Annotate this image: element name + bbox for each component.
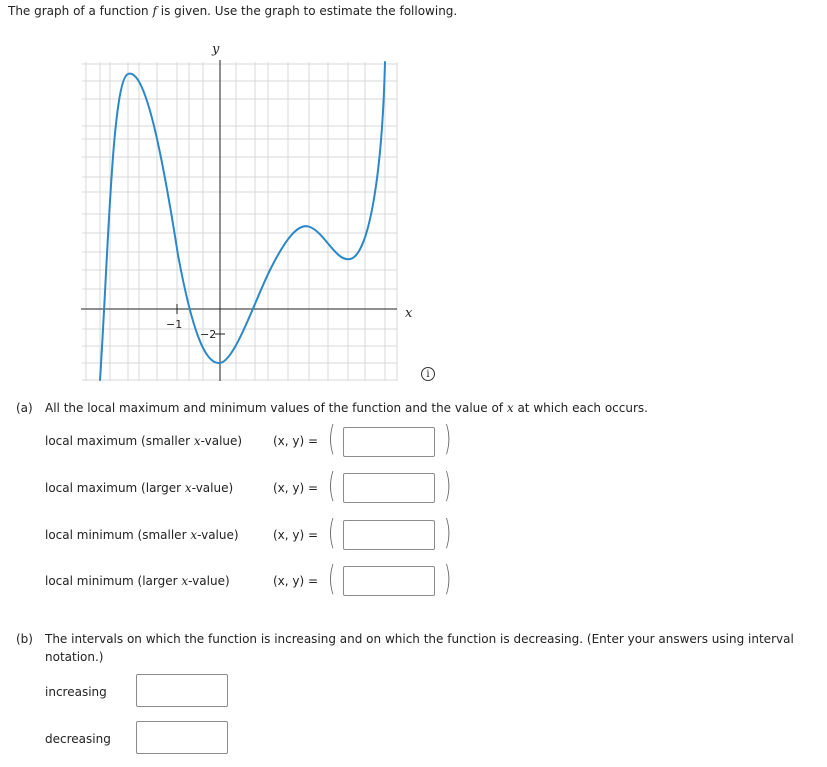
- label-text-end: -value): [191, 481, 234, 495]
- open-paren: (: [327, 419, 336, 459]
- part-a-label: (a): [16, 401, 33, 415]
- local-min-smaller-label: [45, 528, 239, 542]
- x-axis-label: x: [405, 306, 413, 321]
- label-text: local minimum (larger: [45, 574, 182, 588]
- label-text: local maximum (smaller: [45, 434, 194, 448]
- part-a-question-x: x: [506, 401, 514, 415]
- open-paren: (: [327, 559, 336, 599]
- increasing-label: increasing: [45, 685, 107, 699]
- open-paren: (: [327, 513, 336, 553]
- label-text: local maximum (larger: [45, 481, 185, 495]
- close-paren: ): [443, 513, 452, 553]
- open-paren: (: [327, 466, 336, 506]
- increasing-input[interactable]: [136, 674, 228, 707]
- local-min-larger-input[interactable]: [343, 566, 435, 596]
- part-a-question-end: at which each occurs.: [513, 401, 648, 415]
- label-x: x: [193, 434, 201, 448]
- close-paren: ): [443, 419, 452, 459]
- label-text-end: -value): [188, 574, 230, 588]
- prompt-function-name: f: [152, 4, 157, 18]
- x-tick-label: −1: [166, 318, 183, 331]
- xy-label: (x, y) =: [273, 481, 319, 495]
- local-max-smaller-input[interactable]: [343, 427, 435, 457]
- close-paren: ): [443, 559, 452, 599]
- label-text-end: -value): [200, 434, 243, 448]
- part-b-question-line1: The intervals on which the function is increasing and on which the function is decreasing. (Enter your answers using interval: [45, 632, 794, 646]
- y-tick-label: −2: [200, 328, 217, 341]
- prompt-text-start: The graph of a function: [8, 4, 153, 18]
- local-max-larger-input[interactable]: [343, 473, 435, 503]
- part-a-question: [45, 401, 648, 415]
- local-min-smaller-input[interactable]: [343, 520, 435, 550]
- part-b-question-line2: notation.): [45, 650, 104, 664]
- xy-label: (x, y) =: [273, 574, 319, 588]
- decreasing-input[interactable]: [136, 721, 228, 754]
- label-x: x: [184, 481, 192, 495]
- xy-label: (x, y) =: [273, 434, 319, 448]
- problem-prompt: [8, 4, 457, 18]
- close-paren: ): [443, 466, 452, 506]
- label-text-end: -value): [197, 528, 239, 542]
- part-b-label: (b): [16, 632, 33, 646]
- label-x: x: [181, 574, 189, 588]
- xy-label: (x, y) =: [273, 528, 319, 542]
- decreasing-label: decreasing: [45, 732, 111, 746]
- label-x: x: [190, 528, 198, 542]
- info-icon[interactable]: i: [421, 367, 435, 381]
- part-a-question-start: All the local maximum and minimum values of the function and the value of: [45, 401, 507, 415]
- label-text: local minimum (smaller: [45, 528, 191, 542]
- function-graph: [80, 40, 420, 385]
- local-min-larger-label: [45, 574, 230, 588]
- local-max-larger-label: [45, 481, 233, 495]
- prompt-text-end: is given. Use the graph to estimate the following.: [156, 4, 458, 18]
- local-max-smaller-label: [45, 434, 242, 448]
- y-axis-label: y: [212, 42, 220, 57]
- function-curve: [100, 62, 385, 380]
- graph-grid: [82, 62, 397, 381]
